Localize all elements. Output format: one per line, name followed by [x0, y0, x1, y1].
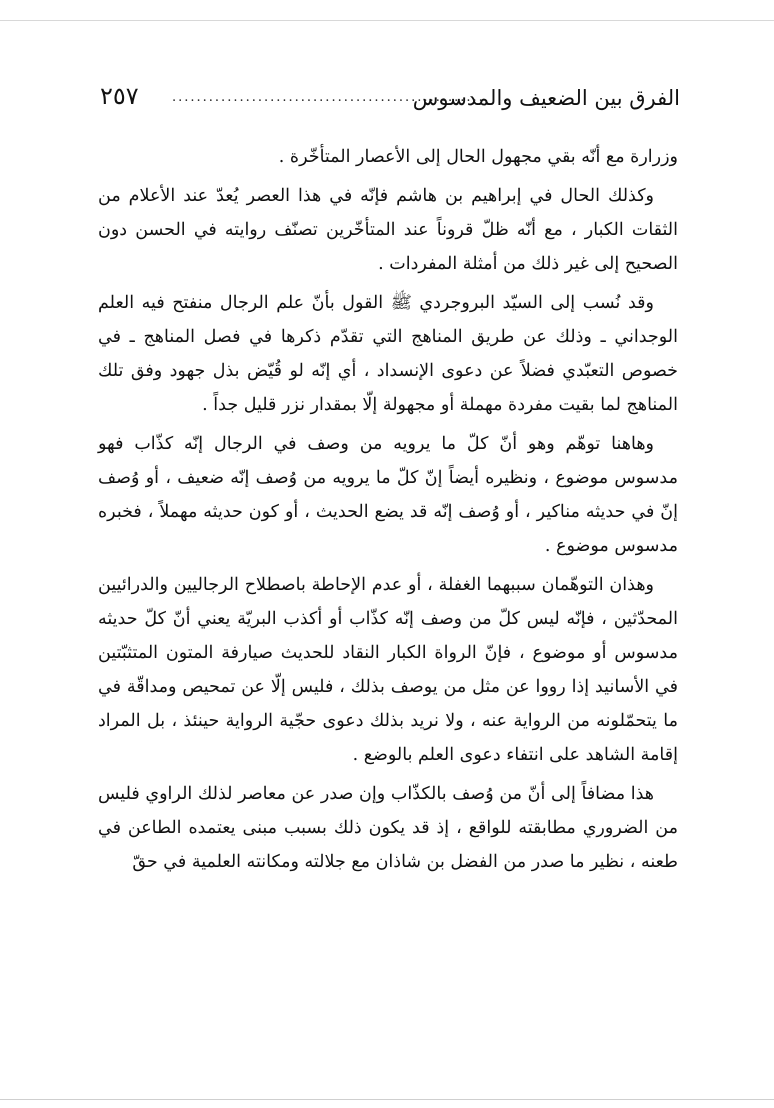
page-number: ٢٥٧	[100, 82, 139, 110]
paragraph: وكذلك الحال في إبراهيم بن هاشم فإنّه في هذا العصر يُعدّ عند الأعلام من الثقات الكبار ، مع أنّه ظلّ قروناً عند المتأخّرين تصنّف روايته في الحسن دون الصحيح إلى غير ذلك من أمثلة المفردات .	[98, 186, 678, 274]
page-body	[98, 140, 678, 884]
bottom-border-line	[0, 1099, 774, 1100]
paragraph: وزرارة مع أنّه بقي مجهول الحال إلى الأعصار المتأخّرة .	[278, 147, 678, 167]
running-header	[100, 80, 680, 120]
header-dot-leader: ...................................................	[172, 90, 485, 105]
running-header-title: الفرق بين الضعيف والمدسوس	[412, 86, 680, 110]
paragraph: وهاهنا توهّم وهو أنّ كلّ ما يرويه من وصف في الرجال إنّه كذّاب فهو مدسوس موضوع ، ونظيره أيضاً إنّ كلّ ما يرويه من وُصف إنّه ضعيف ، أو وُصف إنّ في حديثه مناكير ، أو وُصف إنّه قد يضع الحديث ، أو كون حديثه مهملاً ، فخبره مدسوس موضوع .	[98, 434, 678, 556]
top-border-line	[0, 20, 774, 21]
paragraph: وهذان التوهّمان سببهما الغفلة ، أو عدم الإحاطة باصطلاح الرجاليين والدرائيين المحدّثين ، فإنّه ليس كلّ من وصف إنّه كذّاب أو أكذب البريّة يعني أنّ كلّ حديثه مدسوس أو موضوع ، فإنّ الرواة الكبار النقاد للحديث صيارفة المتون المتثبّتين في الأسانيد إذا رووا عن مثل من يوصف بذلك ، فليس إلّا عن تمحيص ومداقّة في ما يتحمّلونه من الرواية عنه ، ولا نريد بذلك دعوى حجّية الرواية حينئذ ، بل المراد إقامة الشاهد على انتفاء دعوى العلم بالوضع .	[98, 575, 678, 765]
paragraph: هذا مضافاً إلى أنّ من وُصف بالكذّاب وإن صدر عن معاصر لذلك الراوي فليس من الضروري مطابقته للواقع ، إذ قد يكون ذلك بسبب مبنى يعتمده الطاعن في طعنه ، نظير ما صدر من الفضل بن شاذان مع جلالته ومكانته العلمية في حقّ	[98, 784, 678, 872]
paragraph: وقد نُسب إلى السيّد البروجردي ﷺ القول بأنّ علم الرجال منفتح فيه العلم الوجداني ـ وذلك عن طريق المناهج التي تقدّم ذكرها في فصل المناهج ـ في خصوص التعبّدي فضلاً عن دعوى الإنسداد ، أي إنّه لو قُيّض بذل جهود وفق تلك المناهج لما بقيت مفردة مهملة أو مجهولة إلّا بمقدار نزر قليل جداً .	[98, 293, 678, 415]
